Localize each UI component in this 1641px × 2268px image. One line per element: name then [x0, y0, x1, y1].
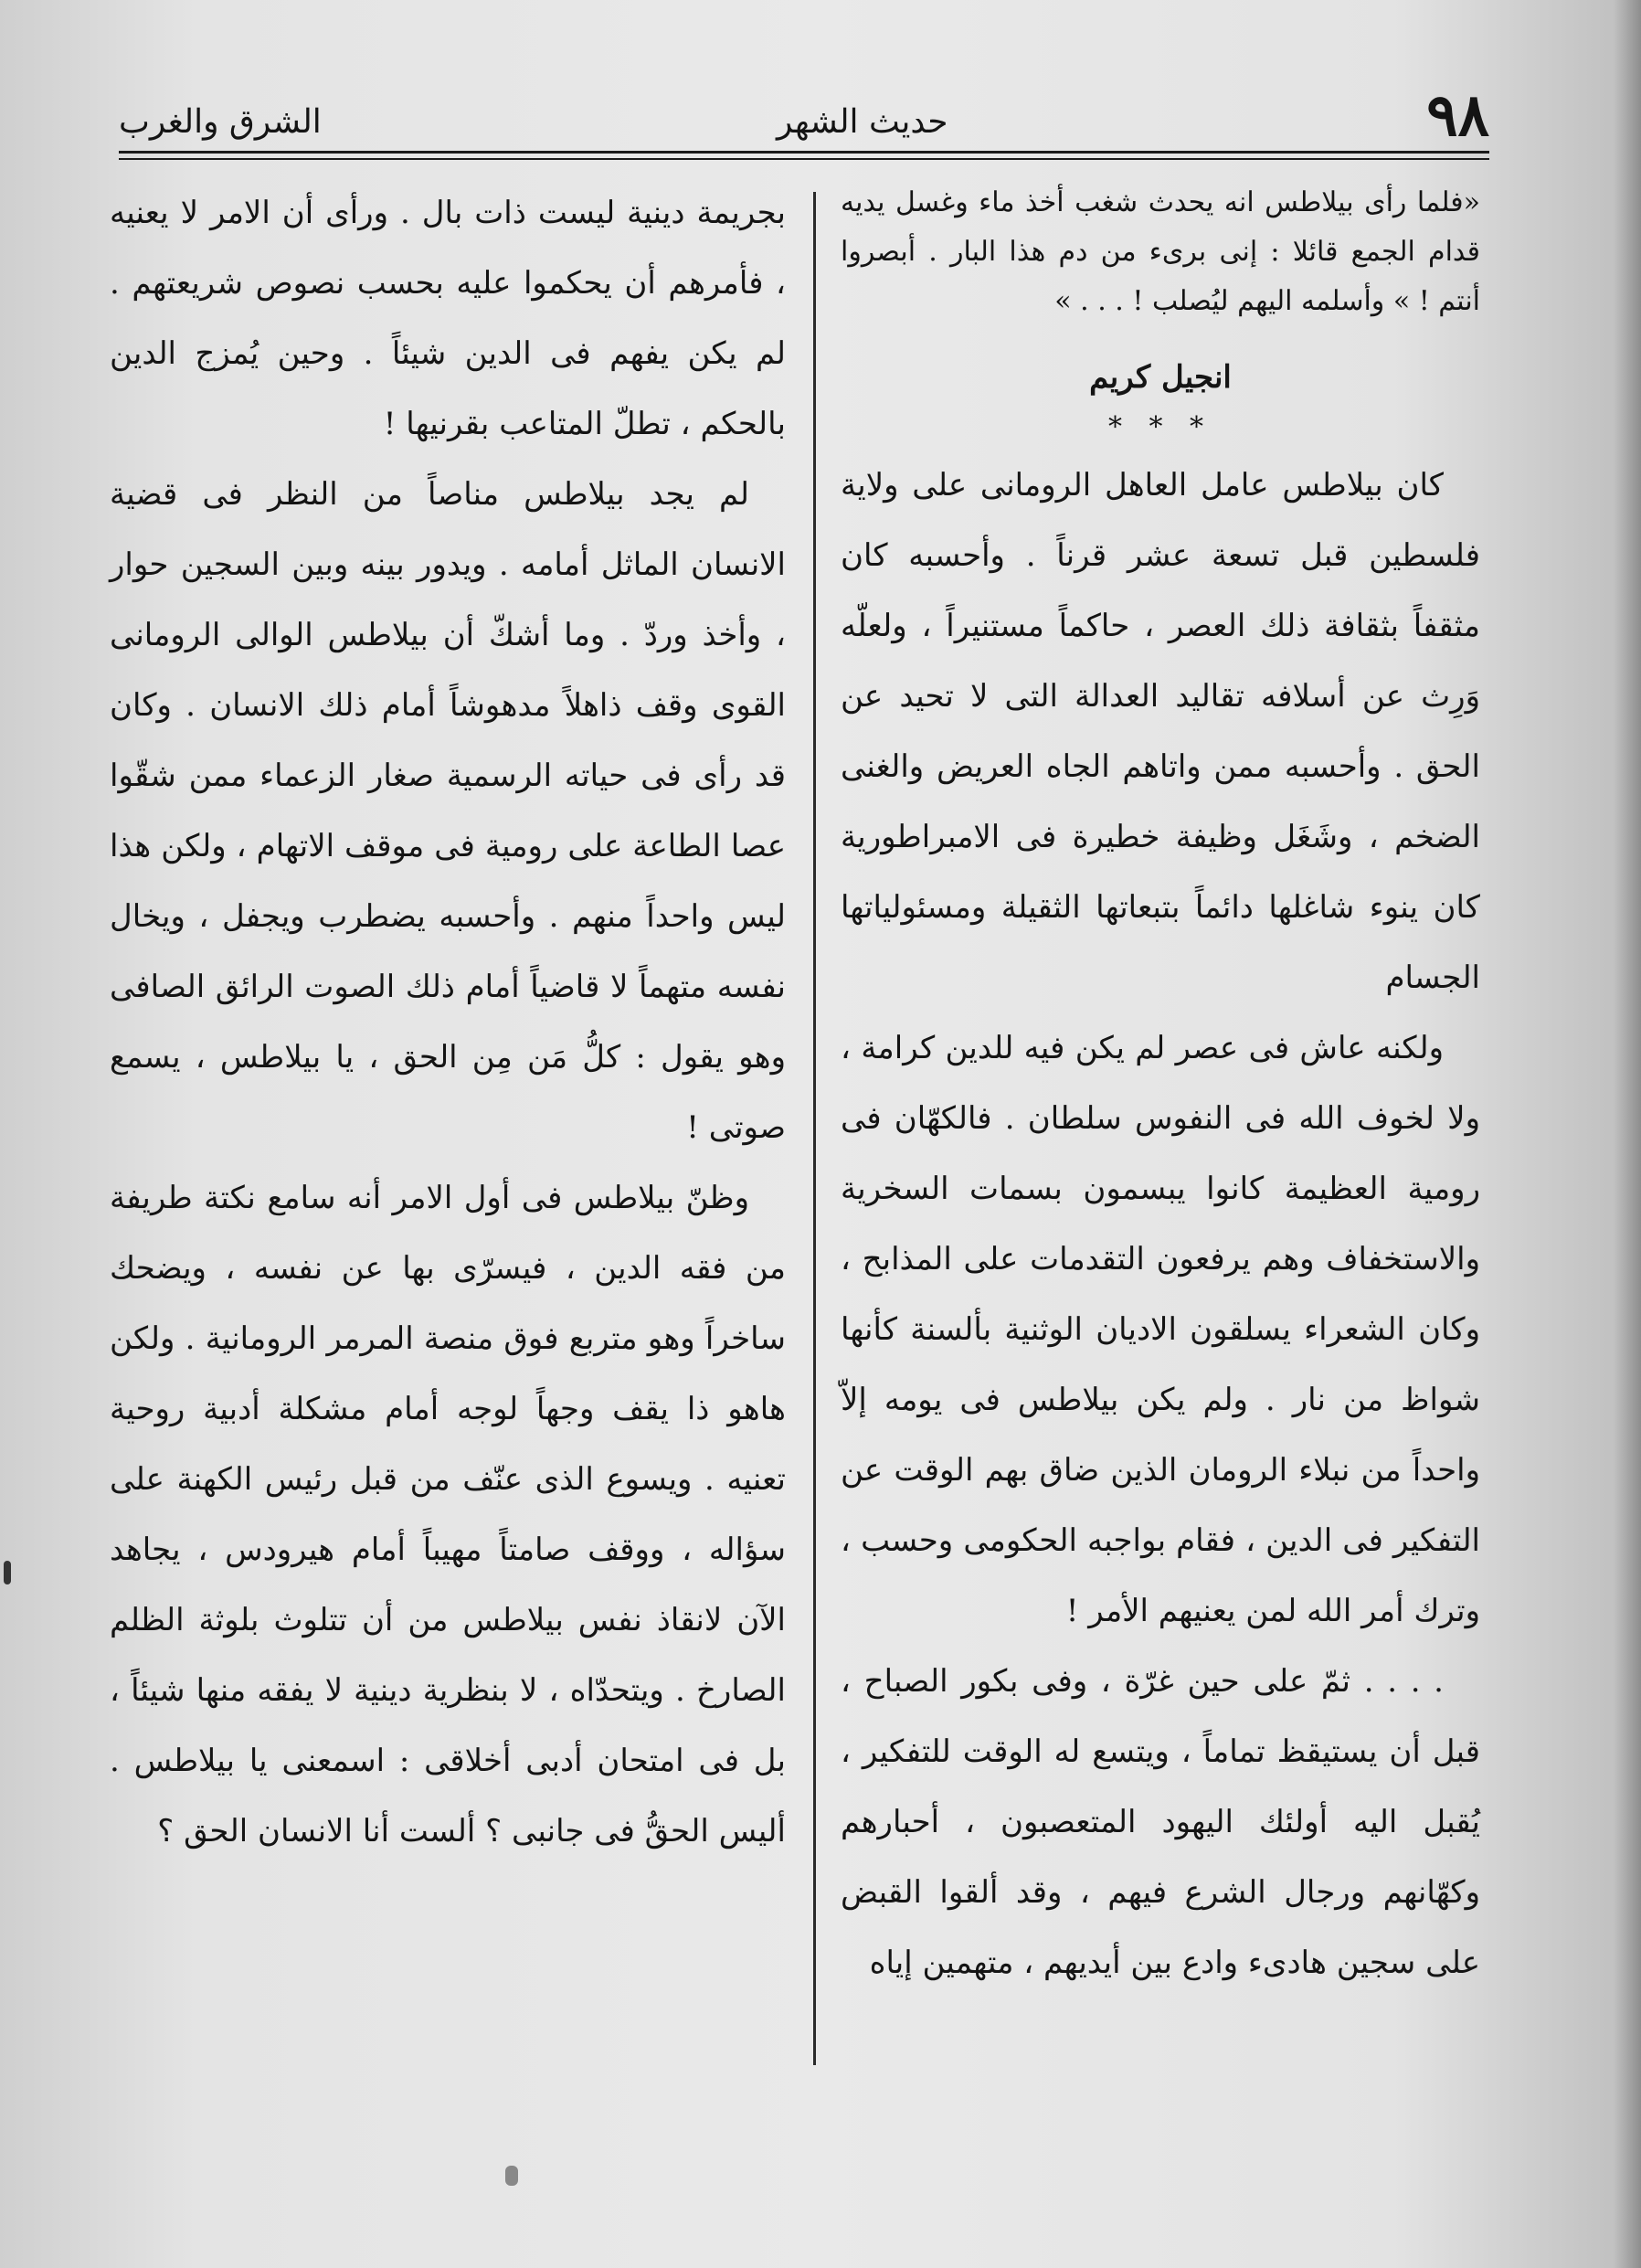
ink-speck [505, 2166, 518, 2186]
section-separator: * * * [1107, 411, 1213, 443]
page-number: ٩٨ [1426, 81, 1489, 150]
left-column [110, 178, 786, 1867]
magazine-title: الشرق والغرب [119, 103, 322, 141]
paragraph: بجريمة دينية ليست ذات بال . ورأى أن الامر لا يعنيه ، فأمرهم أن يحكموا عليه بحسب نصوص شريعتهم . لم يكن يفهم فى الدين شيئاً . وحين يُمزج الدين بالحكم ، تطلّ المتاعب بقرنيها ! [110, 195, 786, 442]
header-rule-thin [119, 158, 1489, 160]
epigraph-quote: «فلما رأى بيلاطس انه يحدث شغب أخذ ماء وغسل يديه قدام الجمع قائلا : إنى برىء من دم هذا البار . أبصروا أنتم ! » وأسلمه اليهم ليُصلب ! . . . » [841, 186, 1480, 317]
right-column [841, 178, 1480, 1998]
paragraph: كان بيلاطس عامل العاهل الرومانى على ولاية فلسطين قبل تسعة عشر قرناً . وأحسبه كان مثقفاً بثقافة ذلك العصر ، حاكماً مستنيراً ، ولعلّه وَرِث عن أسلافه تقاليد العدالة التى لا تحيد عن الحق . وأحسبه ممن واتاهم الجاه العريض والغنى الضخم ، وشَغَل وظيفة خطيرة فى الامبراطورية كان ينوء شاغلها دائماً بتبعاتها الثقيلة ومسئولياتها الجسام [841, 467, 1480, 996]
paragraph: ولكنه عاش فى عصر لم يكن فيه للدين كرامة ، ولا لخوف الله فى النفوس سلطان . فالكهّان فى رومية العظيمة كانوا يبسمون بسمات السخرية والاستخفاف وهم يرفعون التقدمات على المذابح ، وكان الشعراء يسلقون الاديان الوثنية بألسنة كأنها شواظ من نار . ولم يكن بيلاطس فى يومه إلاّ واحداً من نبلاء الرومان الذين ضاق بهم الوقت عن التفكير فى الدين ، فقام بواجبه الحكومى وحسب ، وترك أمر الله لمن يعنيهم الأمر ! [841, 1030, 1480, 1629]
margin-mark [4, 1561, 11, 1584]
page-header [119, 81, 1489, 160]
header-rule [119, 151, 1489, 154]
epigraph-source: انجيل كريم [1089, 359, 1232, 396]
paragraph: لم يجد بيلاطس مناصاً من النظر فى قضية الانسان الماثل أمامه . ويدور بينه وبين السجين حوار ، وأخذ وردّ . وما أشكّ أن بيلاطس الوالى الرومانى القوى وقف ذاهلاً مدهوشاً أمام ذلك الانسان . وكان قد رأى فى حياته الرسمية صغار الزعماء ممن شقّوا عصا الطاعة على رومية فى موقف الاتهام ، ولكن هذا ليس واحداً منهم . وأحسبه يضطرب ويجفل ، ويخال نفسه متهماً لا قاضياً أمام ذلك الصوت الرائق الصافى وهو يقول : كلُّ مَن مِن الحق ، يا بيلاطس ، يسمع صوتى ! [110, 476, 786, 1146]
section-title: حديث الشهر [777, 103, 948, 141]
paragraph: وظنّ بيلاطس فى أول الامر أنه سامع نكتة طريفة من فقه الدين ، فيسرّى بها عن نفسه ، ويضحك ساخراً وهو متربع فوق منصة المرمر الرومانية . ولكن هاهو ذا يقف وجهاً لوجه أمام مشكلة أدبية روحية تعنيه . ويسوع الذى عنّف من قبل رئيس الكهنة على سؤاله ، ووقف صامتاً مهيباً أمام هيرودس ، يجاهد الآن لانقاذ نفس بيلاطس من أن تتلوث بلوثة الظلم الصارخ . ويتحدّاه ، لا بنظرية دينية لا يفقه منها شيئاً ، بل فى امتحان أدبى أخلاقى : اسمعنى يا بيلاطس . أليس الحقُّ فى جانبى ؟ ألست أنا الانسان الحق ؟ [110, 1180, 786, 1849]
paragraph: . . . . ثمّ على حين غرّة ، وفى بكور الصباح ، قبل أن يستيقظ تماماً ، ويتسع له الوقت للتفكير ، يُقبل اليه أولئك اليهود المتعصبون ، أحبارهم وكهّانهم ورجال الشرع فيهم ، وقد ألقوا القبض على سجين هادىء وادع بين أيديهم ، متهمين إياه [841, 1663, 1480, 1981]
column-divider [813, 192, 816, 2065]
